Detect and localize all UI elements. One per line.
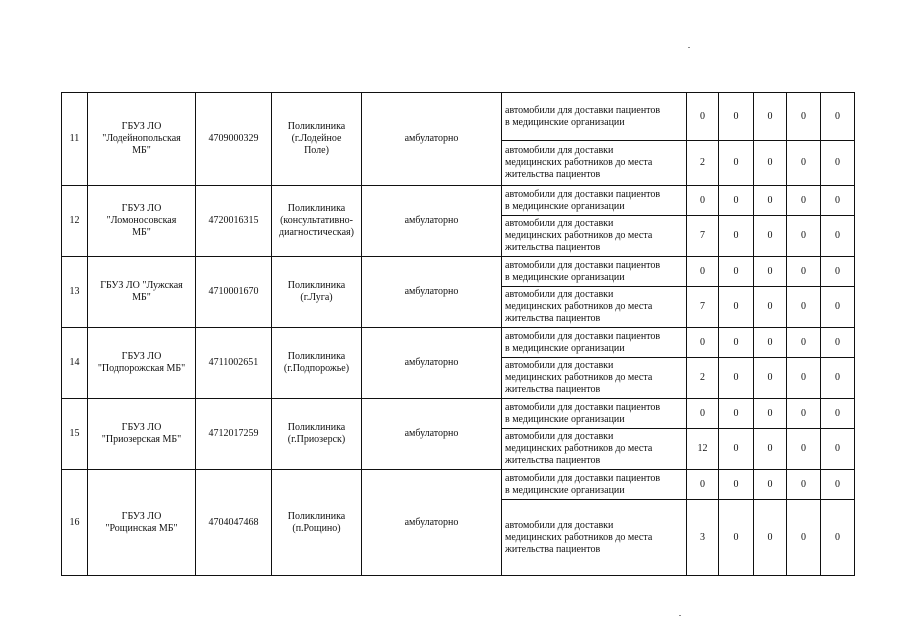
value-col-2: 0: [719, 470, 754, 500]
value-col-4: 0: [787, 186, 821, 216]
row-number: 11: [62, 93, 88, 186]
unit-name: Поликлиника (г.Лодейное Поле): [272, 93, 362, 186]
vehicle-purpose: автомобили для доставки пациентов в медицинские организации: [502, 186, 687, 216]
value-col-5: 0: [821, 328, 855, 358]
row-number: 16: [62, 470, 88, 576]
unit-name: Поликлиника (г.Луга): [272, 257, 362, 328]
table-row: [62, 470, 855, 500]
value-col-5: 0: [821, 186, 855, 216]
value-col-5: 0: [821, 141, 855, 186]
vehicle-purpose: автомобили для доставки пациентов в медицинские организации: [502, 470, 687, 500]
care-mode: амбулаторно: [362, 328, 502, 399]
vehicles-table: [61, 92, 855, 576]
vehicle-purpose: автомобили для доставки пациентов в медицинские организации: [502, 93, 687, 141]
value-col-3: 0: [754, 358, 787, 399]
inn-code: 4704047468: [196, 470, 272, 576]
value-col-1: 0: [687, 186, 719, 216]
care-mode: амбулаторно: [362, 93, 502, 186]
care-mode: амбулаторно: [362, 470, 502, 576]
vehicle-purpose: автомобили для доставки медицинских работников до места жительства пациентов: [502, 287, 687, 328]
organization-name: ГБУЗ ЛО "Подпорожская МБ": [88, 328, 196, 399]
value-col-5: 0: [821, 287, 855, 328]
value-col-4: 0: [787, 470, 821, 500]
value-col-2: 0: [719, 287, 754, 328]
value-col-2: 0: [719, 186, 754, 216]
value-col-1: 0: [687, 257, 719, 287]
vehicle-purpose: автомобили для доставки пациентов в медицинские организации: [502, 399, 687, 429]
value-col-1: 0: [687, 93, 719, 141]
inn-code: 4709000329: [196, 93, 272, 186]
table-row: [62, 186, 855, 216]
table-row: [62, 399, 855, 429]
value-col-3: 0: [754, 93, 787, 141]
organization-name: ГБУЗ ЛО "Приозерская МБ": [88, 399, 196, 470]
value-col-4: 0: [787, 358, 821, 399]
value-col-3: 0: [754, 287, 787, 328]
value-col-1: 3: [687, 500, 719, 576]
inn-code: 4711002651: [196, 328, 272, 399]
value-col-4: 0: [787, 500, 821, 576]
value-col-5: 0: [821, 93, 855, 141]
value-col-2: 0: [719, 328, 754, 358]
table-body: [62, 93, 855, 576]
value-col-4: 0: [787, 328, 821, 358]
value-col-5: 0: [821, 257, 855, 287]
value-col-3: 0: [754, 216, 787, 257]
value-col-1: 7: [687, 287, 719, 328]
organization-name: ГБУЗ ЛО "Лужская МБ": [88, 257, 196, 328]
scan-speck: [679, 615, 681, 616]
value-col-5: 0: [821, 429, 855, 470]
value-col-2: 0: [719, 500, 754, 576]
unit-name: Поликлиника (консультативно- диагностическая): [272, 186, 362, 257]
value-col-4: 0: [787, 257, 821, 287]
value-col-1: 0: [687, 328, 719, 358]
value-col-4: 0: [787, 93, 821, 141]
vehicle-purpose: автомобили для доставки пациентов в медицинские организации: [502, 328, 687, 358]
care-mode: амбулаторно: [362, 257, 502, 328]
value-col-4: 0: [787, 141, 821, 186]
vehicle-purpose: автомобили для доставки медицинских работников до места жительства пациентов: [502, 141, 687, 186]
row-number: 12: [62, 186, 88, 257]
value-col-3: 0: [754, 500, 787, 576]
value-col-3: 0: [754, 399, 787, 429]
value-col-5: 0: [821, 399, 855, 429]
value-col-1: 0: [687, 399, 719, 429]
value-col-3: 0: [754, 186, 787, 216]
value-col-2: 0: [719, 429, 754, 470]
value-col-5: 0: [821, 500, 855, 576]
unit-name: Поликлиника (п.Рощино): [272, 470, 362, 576]
organization-name: ГБУЗ ЛО "Лодейнопольская МБ": [88, 93, 196, 186]
scan-speck: [688, 47, 690, 48]
value-col-3: 0: [754, 141, 787, 186]
vehicle-purpose: автомобили для доставки пациентов в медицинские организации: [502, 257, 687, 287]
row-number: 13: [62, 257, 88, 328]
value-col-2: 0: [719, 358, 754, 399]
row-number: 15: [62, 399, 88, 470]
vehicle-purpose: автомобили для доставки медицинских работников до места жительства пациентов: [502, 500, 687, 576]
organization-name: ГБУЗ ЛО "Рощинская МБ": [88, 470, 196, 576]
value-col-3: 0: [754, 257, 787, 287]
care-mode: амбулаторно: [362, 186, 502, 257]
value-col-5: 0: [821, 470, 855, 500]
value-col-4: 0: [787, 216, 821, 257]
value-col-5: 0: [821, 358, 855, 399]
value-col-5: 0: [821, 216, 855, 257]
value-col-4: 0: [787, 399, 821, 429]
vehicle-purpose: автомобили для доставки медицинских работников до места жительства пациентов: [502, 216, 687, 257]
value-col-1: 7: [687, 216, 719, 257]
value-col-2: 0: [719, 399, 754, 429]
value-col-2: 0: [719, 141, 754, 186]
value-col-4: 0: [787, 429, 821, 470]
value-col-2: 0: [719, 257, 754, 287]
inn-code: 4712017259: [196, 399, 272, 470]
inn-code: 4720016315: [196, 186, 272, 257]
value-col-2: 0: [719, 216, 754, 257]
unit-name: Поликлиника (г.Приозерск): [272, 399, 362, 470]
table-row: [62, 328, 855, 358]
value-col-1: 0: [687, 470, 719, 500]
row-number: 14: [62, 328, 88, 399]
unit-name: Поликлиника (г.Подпорожье): [272, 328, 362, 399]
inn-code: 4710001670: [196, 257, 272, 328]
care-mode: амбулаторно: [362, 399, 502, 470]
value-col-1: 2: [687, 358, 719, 399]
value-col-2: 0: [719, 93, 754, 141]
vehicle-purpose: автомобили для доставки медицинских работников до места жительства пациентов: [502, 358, 687, 399]
value-col-1: 2: [687, 141, 719, 186]
value-col-3: 0: [754, 470, 787, 500]
value-col-1: 12: [687, 429, 719, 470]
vehicle-purpose: автомобили для доставки медицинских работников до места жительства пациентов: [502, 429, 687, 470]
table-row: [62, 257, 855, 287]
table-row: [62, 93, 855, 141]
value-col-3: 0: [754, 328, 787, 358]
organization-name: ГБУЗ ЛО "Ломоносовская МБ": [88, 186, 196, 257]
value-col-4: 0: [787, 287, 821, 328]
value-col-3: 0: [754, 429, 787, 470]
